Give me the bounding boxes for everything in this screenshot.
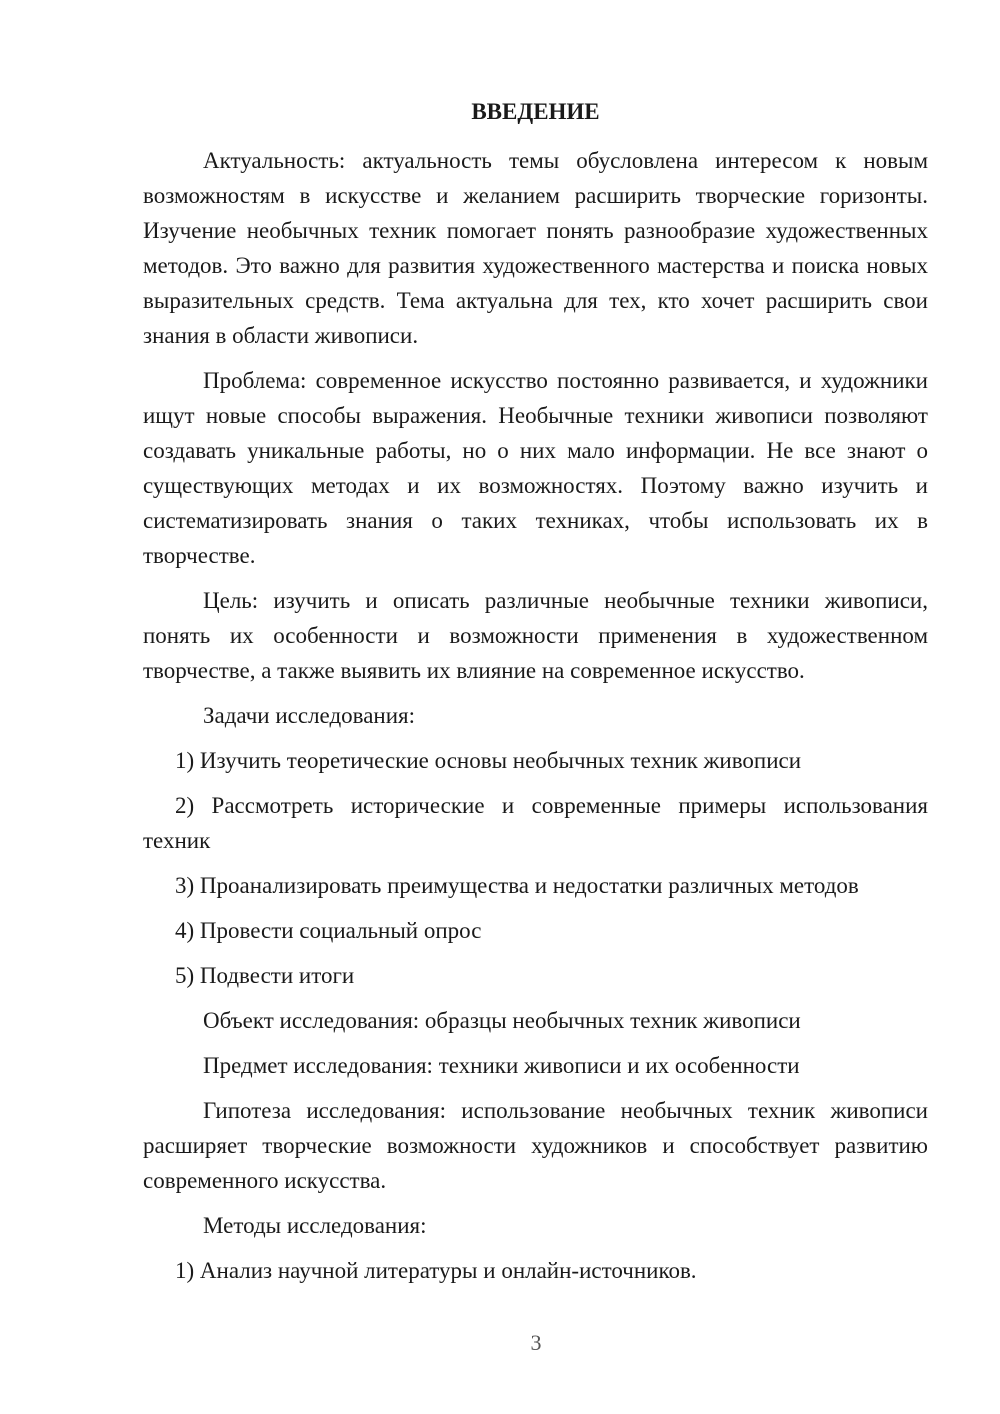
- method-item-1: 1) Анализ научной литературы и онлайн-источников.: [175, 1258, 697, 1283]
- task-item-4: 4) Провести социальный опрос: [175, 918, 482, 943]
- relevance-paragraph: Актуальность: актуальность темы обусловлена интересом к новым возможностям в искусстве и желанием расширить творческие горизонты. Изучение необычных техник помогает понять разнообразие художественных методов. Это важно для развития художественного мастерства и поиска новых выразительных средств. Тема актуальна для тех, кто хочет расширить свои знания в области живописи.: [143, 148, 928, 348]
- task-item-1: 1) Изучить теоретические основы необычных техник живописи: [175, 748, 802, 773]
- methods-heading: Методы исследования:: [203, 1213, 427, 1238]
- research-subject: Предмет исследования: техники живописи и их особенности: [203, 1053, 800, 1078]
- page-content: [143, 94, 928, 1298]
- hypothesis-paragraph: Гипотеза исследования: использование необычных техник живописи расширяет творческие возможности художников и способствует развитию современного искусства.: [143, 1098, 928, 1193]
- page-number: 3: [530, 1330, 542, 1355]
- section-title: ВВЕДЕНИЕ: [471, 99, 600, 124]
- task-item-3: 3) Проанализировать преимущества и недостатки различных методов: [175, 873, 859, 898]
- tasks-heading: Задачи исследования:: [203, 703, 416, 728]
- problem-paragraph: Проблема: современное искусство постоянно развивается, и художники ищут новые способы выражения. Необычные техники живописи позволяют создавать уникальные работы, но о них мало информации. Не все знают о существующих методах и их возможностях. Поэтому важно изучить и систематизировать знания о таких техниках, чтобы использовать их в творчестве.: [143, 368, 928, 568]
- research-object: Объект исследования: образцы необычных техник живописи: [203, 1008, 801, 1033]
- task-item-5: 5) Подвести итоги: [175, 963, 355, 988]
- goal-paragraph: Цель: изучить и описать различные необычные техники живописи, понять их особенности и возможности применения в художественном творчестве, а также выявить их влияние на современное искусство.: [143, 588, 928, 683]
- task-item-2: 2) Рассмотреть исторические и современные примеры использования техник: [143, 793, 928, 853]
